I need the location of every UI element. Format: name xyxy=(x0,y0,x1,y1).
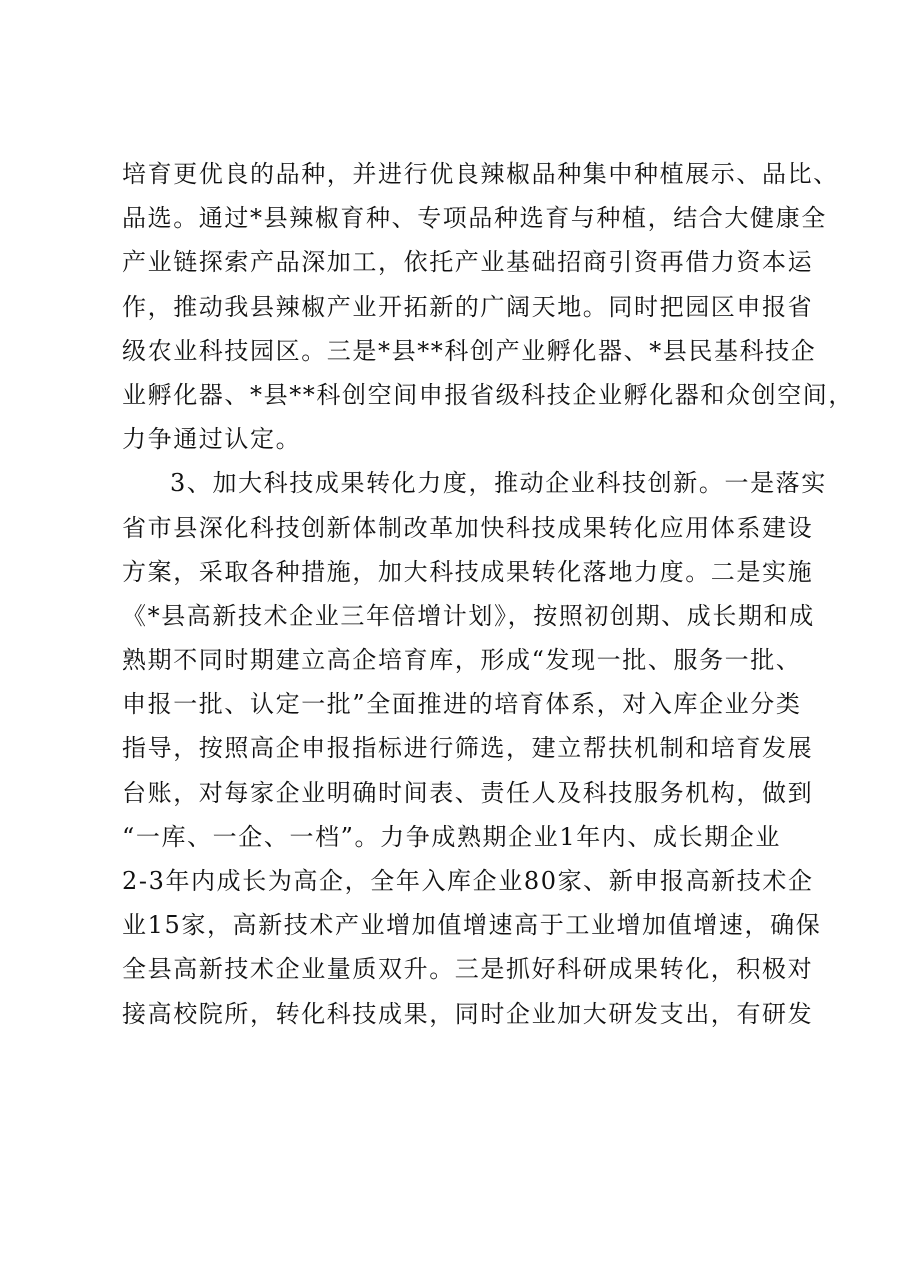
text-line: 力争通过认定。 xyxy=(122,425,302,454)
text-line: 级农业科技园区。三是*县**科创产业孵化器、*县民基科技企 xyxy=(122,336,817,365)
text-line: 申报一批、认定一批”全面推进的培育体系，对入库企业分类 xyxy=(122,690,802,719)
text-line: 熟期不同时期建立高企培育库，形成“发现一批、服务一批、 xyxy=(122,646,802,675)
text-line: 《*县高新技术企业三年倍增计划》，按照初创期、成长期和成 xyxy=(122,601,815,630)
text-line: 接高校院所，转化科技成果，同时企业加大研发支出，有研发 xyxy=(122,999,814,1028)
text-line: 2-3年内成长为高企，全年入库企业80家、新申报高新技术企 xyxy=(122,867,814,895)
text-line: 产业链探索产品深加工，依托产业基础招商引资再借力资本运 xyxy=(122,248,814,277)
text-line: 品选。通过*县辣椒育种、专项品种选育与种植，结合大健康全 xyxy=(122,204,827,233)
text-line: 业15家，高新技术产业增加值增速高于工业增加值增速，确保 xyxy=(122,911,822,940)
text-line: 全县高新技术企业量质双升。三是抓好科研成果转化，积极对 xyxy=(122,955,814,984)
body-text xyxy=(122,152,854,1036)
text-line: 台账，对每家企业明确时间表、责任人及科技服务机构，做到 xyxy=(122,778,814,807)
text-line: “一库、一企、一档”。力争成熟期企业1年内、成长期企业 xyxy=(122,822,782,851)
text-line: 作，推动我县辣椒产业开拓新的广阔天地。同时把园区申报省 xyxy=(122,292,814,321)
text-line: 指导，按照高企申报指标进行筛选，建立帮扶机制和培育发展 xyxy=(122,734,814,763)
text-line: 方案，采取各种措施，加大科技成果转化落地力度。二是实施 xyxy=(122,557,814,586)
text-line: 培育更优良的品种，并进行优良辣椒品种集中种植展示、品比、 xyxy=(122,160,839,188)
text-line: 业孵化器、*县**科创空间申报省级科技企业孵化器和众创空间， xyxy=(122,380,854,409)
text-line: 3、加大科技成果转化力度，推动企业科技创新。一是落实 xyxy=(170,469,827,498)
text-line: 省市县深化科技创新体制改革加快科技成果转化应用体系建设 xyxy=(122,513,814,542)
